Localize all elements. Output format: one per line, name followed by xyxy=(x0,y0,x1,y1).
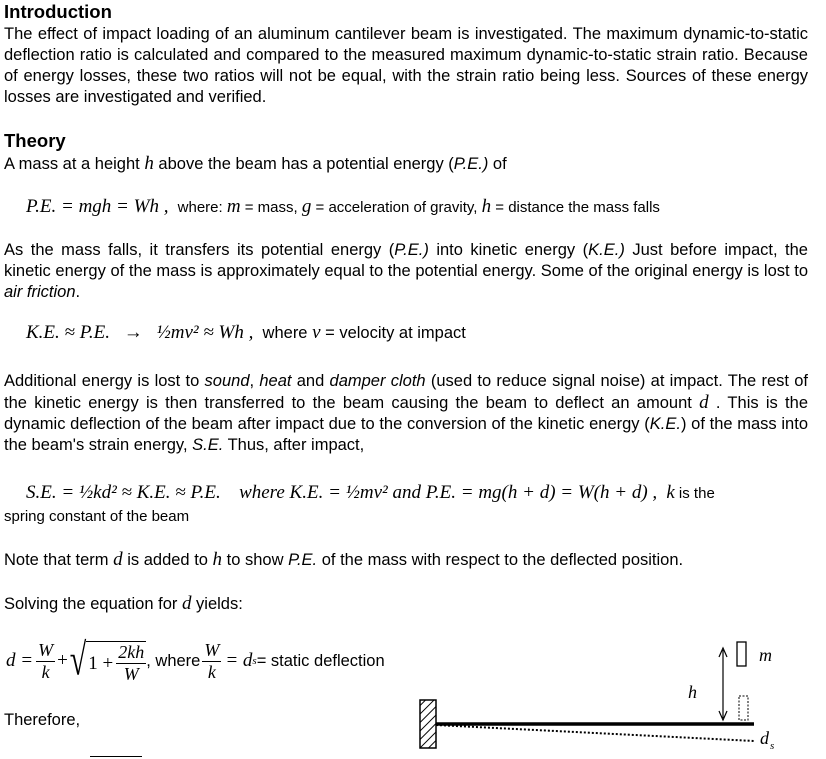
theory-paragraph-4: Note that term d is added to h to show P.E. of the mass with respect to the deflected position. xyxy=(4,549,684,570)
fraction-bar-partial xyxy=(90,756,142,757)
kinetic-energy-equation: K.E. ≈ P.E. → ½mv² ≈ Wh , where v = velocity at impact xyxy=(26,322,466,343)
theory-paragraph-5: Solving the equation for d yields: xyxy=(4,593,243,614)
potential-energy-equation: P.E. = mgh = Wh , where: m = mass, g = acceleration of gravity, h = distance the mass falls xyxy=(26,196,660,217)
mass-label: m xyxy=(759,645,772,665)
static-deflection-label: d xyxy=(760,728,769,748)
static-deflection-subscript: s xyxy=(770,740,775,752)
pe-expression: P.E. = mgh = Wh , xyxy=(26,196,169,217)
height-label: h xyxy=(688,682,697,702)
theory-heading: Theory xyxy=(4,130,66,151)
strain-energy-equation: S.E. = ½kd² ≈ K.E. ≈ P.E. where K.E. = ½mv² and P.E. = mg(h + d) = W(h + d) , k is the xyxy=(26,482,715,503)
theory-paragraph-2: As the mass falls, it transfers its potential energy (P.E.) into kinetic energy (K.E.) Just before impact, the kinetic energy of the mass is approximately equal to the potential energy. Some of the original energy is lost to air friction. xyxy=(4,241,808,301)
deflection-equation: d = $\frac{W}{k}$ + √ 1 + $\frac{2kh}{W}$ , where $\frac{W}{k}$ = d s = static deflection xyxy=(6,635,385,685)
therefore-text: Therefore, xyxy=(4,711,81,729)
mass-block-at-impact xyxy=(739,696,748,720)
theory-paragraph-3: Additional energy is lost to sound, heat and damper cloth (used to reduce signal noise) at impact. The rest of the kinetic energy is then transferred to the beam causing the beam to deflect an amount d . This is the dynamic deflection of the beam after impact due to the conversion of the kinetic energy (K.E.) of the mass into the beam's strain energy, S.E. Thus, after impact, xyxy=(4,372,809,454)
fixed-support xyxy=(420,700,436,748)
cantilever-beam-diagram xyxy=(410,630,810,759)
deflected-beam xyxy=(436,725,754,741)
spring-constant-note: spring constant of the beam xyxy=(4,508,190,525)
mass-block xyxy=(737,642,746,666)
introduction-heading: Introduction xyxy=(4,1,112,22)
introduction-paragraph: The effect of impact loading of an aluminum cantilever beam is investigated. The maximum dynamic-to-static deflection ratio is calculated and compared to the measured maximum dynamic-to-static strain ratio. Because of energy losses, these two ratios will not be equal, with the strain ratio being less. Sources of these energy losses are investigated and verified. xyxy=(4,25,808,106)
theory-paragraph-1: A mass at a height h above the beam has a potential energy (P.E.) of xyxy=(4,153,507,174)
